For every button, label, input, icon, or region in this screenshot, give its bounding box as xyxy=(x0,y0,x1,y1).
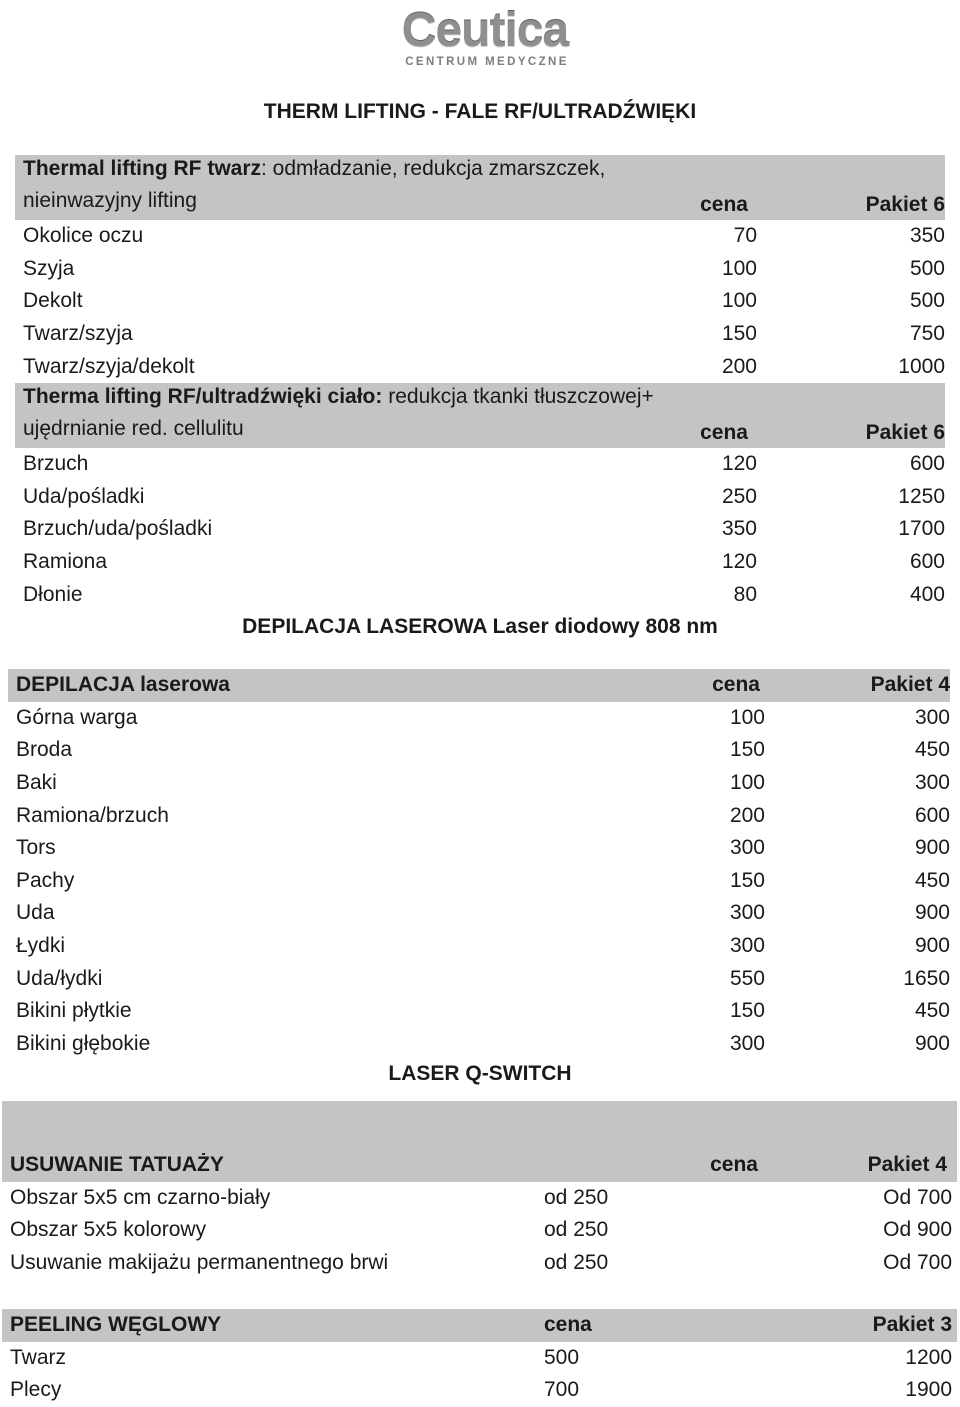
row-name: Górna warga xyxy=(16,705,138,729)
rf-face-col-price: cena xyxy=(700,193,748,216)
laser-table xyxy=(8,669,950,1060)
row-package: 600 xyxy=(909,550,945,574)
row-price: 100 xyxy=(729,771,765,795)
row-name: Uda/łydki xyxy=(16,966,103,990)
row-name: Twarz/szyja/dekolt xyxy=(23,354,195,378)
row-package: 900 xyxy=(914,836,950,860)
tattoo-rows xyxy=(2,1182,957,1280)
table-row xyxy=(2,1342,957,1375)
row-price: 300 xyxy=(729,901,765,925)
logo-subtitle: CENTRUM MEDYCZNE xyxy=(405,56,569,68)
row-package: 600 xyxy=(914,803,950,827)
row-price: 350 xyxy=(721,517,757,541)
row-price: 150 xyxy=(721,322,757,346)
table-row xyxy=(15,513,945,546)
row-name: Ramiona xyxy=(23,550,108,574)
table-row xyxy=(2,1247,957,1280)
tattoo-header-band xyxy=(2,1101,957,1149)
row-price: 120 xyxy=(721,550,757,574)
laser-col-price: cena xyxy=(712,673,760,697)
row-name: Bikini płytkie xyxy=(16,999,132,1023)
row-price: 300 xyxy=(729,836,765,860)
row-price: 100 xyxy=(721,256,757,280)
table-row xyxy=(15,285,945,318)
rf-face-header-label xyxy=(15,153,663,217)
row-name: Baki xyxy=(16,771,57,795)
row-name: Twarz/szyja xyxy=(23,322,133,346)
peeling-header-label: PEELING WĘGLOWY xyxy=(10,1313,222,1337)
rf-body-col-price: cena xyxy=(700,421,748,444)
row-package: 600 xyxy=(909,452,945,476)
rf-face-header-bold: Thermal lifting RF twarz xyxy=(23,157,262,180)
row-package: 1900 xyxy=(905,1378,952,1402)
row-package: 1650 xyxy=(903,966,950,990)
row-name: Twarz xyxy=(10,1345,67,1369)
row-package: 450 xyxy=(914,868,950,892)
table-row xyxy=(15,448,945,481)
tattoo-table xyxy=(2,1101,957,1279)
row-price: od 250 xyxy=(544,1185,609,1209)
row-name: Usuwanie makijażu permanentnego brwi xyxy=(10,1251,389,1275)
row-package: Od 900 xyxy=(883,1218,952,1242)
row-price: 500 xyxy=(544,1345,580,1369)
table-row xyxy=(15,253,945,286)
row-name: Plecy xyxy=(10,1378,62,1402)
row-name: Broda xyxy=(16,738,73,762)
row-price: 150 xyxy=(729,868,765,892)
row-package: 1200 xyxy=(905,1345,952,1369)
row-price: 550 xyxy=(729,966,765,990)
row-package: 1000 xyxy=(898,354,945,378)
table-row xyxy=(2,1214,957,1247)
rf-body-col-package: Pakiet 6 xyxy=(865,421,945,444)
row-price: 200 xyxy=(721,354,757,378)
table-row xyxy=(8,897,950,930)
table-row xyxy=(15,220,945,253)
row-package: 900 xyxy=(914,1031,950,1055)
row-price: 100 xyxy=(721,289,757,313)
logo-name: Ceutica xyxy=(401,4,569,57)
table-row xyxy=(15,546,945,579)
row-price: 700 xyxy=(544,1378,580,1402)
qswitch-section-title: LASER Q-SWITCH xyxy=(388,1062,572,1085)
rf-body-header-rest: redukcja tkanki tłuszczowej+ ujędrnianie red. cellulitu xyxy=(23,385,654,440)
peeling-col-package: Pakiet 3 xyxy=(872,1313,952,1337)
row-price: 100 xyxy=(729,705,765,729)
tattoo-header-label: USUWANIE TATUAŻY xyxy=(10,1153,224,1177)
row-name: Bikini głębokie xyxy=(16,1031,151,1055)
row-price: 250 xyxy=(721,484,757,508)
rf-body-table xyxy=(15,383,945,611)
row-name: Obszar 5x5 kolorowy xyxy=(10,1218,207,1242)
tattoo-header xyxy=(2,1149,957,1182)
row-package: 900 xyxy=(914,934,950,958)
tattoo-col-price: cena xyxy=(710,1153,758,1177)
rf-body-header xyxy=(15,383,945,448)
rf-body-rows xyxy=(15,448,945,611)
row-price: 300 xyxy=(729,934,765,958)
laser-rows xyxy=(8,702,950,1061)
row-price: 300 xyxy=(729,1031,765,1055)
row-name: Obszar 5x5 cm czarno-biały xyxy=(10,1185,271,1209)
row-price: 70 xyxy=(733,224,757,248)
table-row xyxy=(15,318,945,351)
peeling-rows xyxy=(2,1342,957,1407)
rf-body-header-label xyxy=(15,381,663,445)
rf-body-header-bold: Therma lifting RF/ultradźwięki ciało: xyxy=(23,385,383,408)
row-price: od 250 xyxy=(544,1251,609,1275)
row-package: 300 xyxy=(914,771,950,795)
row-price: od 250 xyxy=(544,1218,609,1242)
table-row xyxy=(8,962,950,995)
row-price: 200 xyxy=(729,803,765,827)
row-name: Dekolt xyxy=(23,289,83,313)
laser-section-title: DEPILACJA LASEROWA Laser diodowy 808 nm xyxy=(242,615,718,638)
row-package: Od 700 xyxy=(883,1185,952,1209)
table-row xyxy=(8,865,950,898)
row-package: 750 xyxy=(909,322,945,346)
row-price: 120 xyxy=(721,452,757,476)
logo xyxy=(0,6,960,69)
table-row xyxy=(8,930,950,963)
row-name: Uda/pośladki xyxy=(23,484,145,508)
row-package: 1700 xyxy=(898,517,945,541)
rf-face-rows xyxy=(15,220,945,383)
table-row xyxy=(15,350,945,383)
row-name: Łydki xyxy=(16,934,66,958)
page-title: THERM LIFTING - FALE RF/ULTRADŹWIĘKI xyxy=(263,100,697,123)
peeling-header xyxy=(2,1309,957,1342)
row-name: Brzuch/uda/pośladki xyxy=(23,517,213,541)
row-package: 500 xyxy=(909,256,945,280)
table-row xyxy=(2,1182,957,1215)
laser-header-label: DEPILACJA laserowa xyxy=(16,673,230,697)
row-package: 900 xyxy=(914,901,950,925)
row-name: Pachy xyxy=(16,868,75,892)
row-name: Tors xyxy=(16,836,56,860)
row-package: Od 700 xyxy=(883,1251,952,1275)
peeling-table xyxy=(2,1309,957,1407)
rf-face-header xyxy=(15,155,945,220)
table-row xyxy=(15,481,945,514)
table-row xyxy=(15,578,945,611)
row-name: Ramiona/brzuch xyxy=(16,803,169,827)
table-row xyxy=(8,734,950,767)
row-package: 350 xyxy=(909,224,945,248)
row-package: 300 xyxy=(914,705,950,729)
row-price: 150 xyxy=(729,738,765,762)
tattoo-col-package: Pakiet 4 xyxy=(867,1153,947,1177)
table-row xyxy=(8,1028,950,1061)
row-package: 450 xyxy=(914,738,950,762)
table-row xyxy=(8,995,950,1028)
row-price: 80 xyxy=(733,582,757,606)
laser-header xyxy=(8,669,950,702)
rf-face-col-package: Pakiet 6 xyxy=(865,193,945,216)
peeling-col-price: cena xyxy=(544,1313,592,1337)
table-row xyxy=(2,1374,957,1407)
table-row xyxy=(8,702,950,735)
table-row xyxy=(8,832,950,865)
row-price: 150 xyxy=(729,999,765,1023)
row-name: Brzuch xyxy=(23,452,89,476)
row-name: Dłonie xyxy=(23,582,83,606)
rf-face-table xyxy=(15,155,945,383)
row-package: 1250 xyxy=(898,484,945,508)
table-row xyxy=(8,767,950,800)
row-name: Uda xyxy=(16,901,55,925)
row-name: Okolice oczu xyxy=(23,224,144,248)
laser-col-package: Pakiet 4 xyxy=(870,673,950,697)
table-row xyxy=(8,799,950,832)
row-package: 500 xyxy=(909,289,945,313)
row-package: 400 xyxy=(909,582,945,606)
row-package: 450 xyxy=(914,999,950,1023)
rf-face-header-rest: : odmładzanie, redukcja zmarszczek, nieinwazyjny lifting xyxy=(23,157,606,212)
row-name: Szyja xyxy=(23,256,75,280)
